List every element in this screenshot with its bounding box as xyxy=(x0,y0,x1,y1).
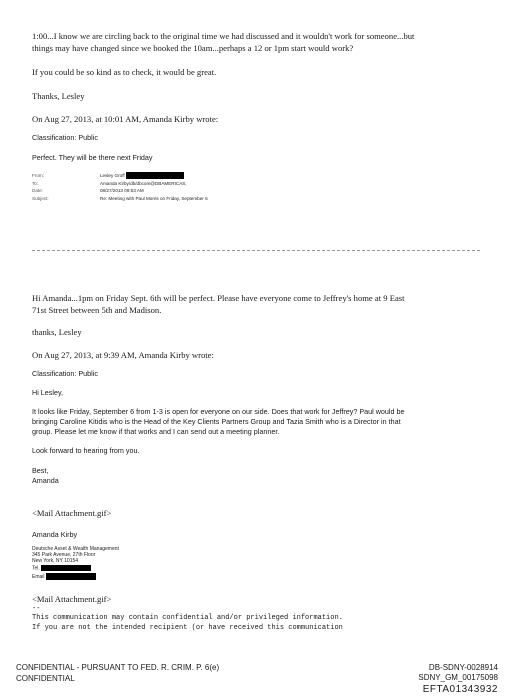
body-line: bringing Caroline Kitidis who is the Head of the Key Clients Partners Group and Tazia Smith who is a Director in that xyxy=(32,417,401,426)
bates-number: DB-SDNY-0028914 xyxy=(428,663,498,672)
email-meta-header xyxy=(32,172,332,202)
disclaimer-line: If you are not the intended recipient (or have received this communication xyxy=(32,624,343,632)
body-line: It looks like Friday, September 6 from 1-3 is open for everyone on our side. Does that work for Jeffrey? Paul would be xyxy=(32,407,405,416)
meta-row-subject xyxy=(32,195,332,203)
body-line: If you could be so kind as to check, it would be great. xyxy=(32,67,217,77)
signature-org: Deutsche Asset & Wealth Management xyxy=(32,546,119,552)
meta-row-date xyxy=(32,187,332,195)
body-line: group. Please let me know if that works and I can send out a meeting planner. xyxy=(32,427,280,436)
to-value: Amanda Kirby/db/dbcom@DBAMERICAS, xyxy=(100,180,187,186)
from-label: From: xyxy=(32,173,44,178)
disclaimer-dash: -- xyxy=(32,605,41,613)
subject-value: Re: Meeting with Paul Morris on Friday, September 6 xyxy=(100,195,208,201)
meta-row-from xyxy=(32,172,332,180)
signature-address: New York, NY 10154 xyxy=(32,558,79,564)
classification-label: Classification: Public xyxy=(32,369,98,378)
body-line: things may have changed since we booked the 10am...perhaps a 12 or 1pm start would work? xyxy=(32,43,354,53)
disclaimer-line: This communication may contain confidential and/or privileged information. xyxy=(32,614,343,622)
signature-address: 345 Park Avenue, 27th Floor xyxy=(32,552,96,558)
greeting: Hi Lesley, xyxy=(32,388,64,397)
bates-number: SDNY_GM_00175098 xyxy=(418,673,498,682)
section-divider xyxy=(32,250,480,251)
redaction-bar xyxy=(41,565,91,571)
attachment-placeholder: <Mail Attachment.gif> xyxy=(32,594,112,604)
body-line: Hi Amanda...1pm on Friday Sept. 6th will be perfect. Please have everyone come to Jeffrey's home at 9 East xyxy=(32,293,405,303)
signature-email: Email xyxy=(32,573,482,580)
body-line: 1:00...I know we are circling back to the original time we had discussed and it wouldn't work for someone...but xyxy=(32,31,415,41)
footer-confidential: CONFIDENTIAL xyxy=(16,674,75,683)
body-line: Perfect. They will be there next Friday xyxy=(32,153,153,162)
signature-tel: Tel. xyxy=(32,565,482,572)
meta-row-to xyxy=(32,180,332,188)
date-value: 08/27/2013 09:53 AM xyxy=(100,188,144,193)
sign-name: Amanda xyxy=(32,476,59,485)
body-line: Look forward to hearing from you. xyxy=(32,446,140,455)
signature-name: Amanda Kirby xyxy=(32,530,78,539)
redaction-bar xyxy=(126,172,184,179)
to-label: To: xyxy=(32,180,39,186)
efta-number: EFTA01343932 xyxy=(422,684,498,695)
date-label: Date: xyxy=(32,188,43,193)
sign-off: Thanks, Lesley xyxy=(32,91,85,101)
footer-confidential-line: CONFIDENTIAL - PURSUANT TO FED. R. CRIM. P. 6(e) xyxy=(16,663,220,672)
quote-header: On Aug 27, 2013, at 9:39 AM, Amanda Kirby wrote: xyxy=(32,350,214,360)
from-value: Lesley Groff xyxy=(100,172,184,180)
quote-header: On Aug 27, 2013, at 10:01 AM, Amanda Kirby wrote: xyxy=(32,114,219,124)
classification-label: Classification: Public xyxy=(32,133,98,142)
attachment-placeholder: <Mail Attachment.gif> xyxy=(32,508,112,518)
redaction-bar xyxy=(46,573,96,580)
body-line: 71st Street between 5th and Madison. xyxy=(32,305,162,315)
subject-label: Subject: xyxy=(32,195,49,201)
sign-off: thanks, Lesley xyxy=(32,327,82,337)
sign-off: Best, xyxy=(32,466,49,475)
